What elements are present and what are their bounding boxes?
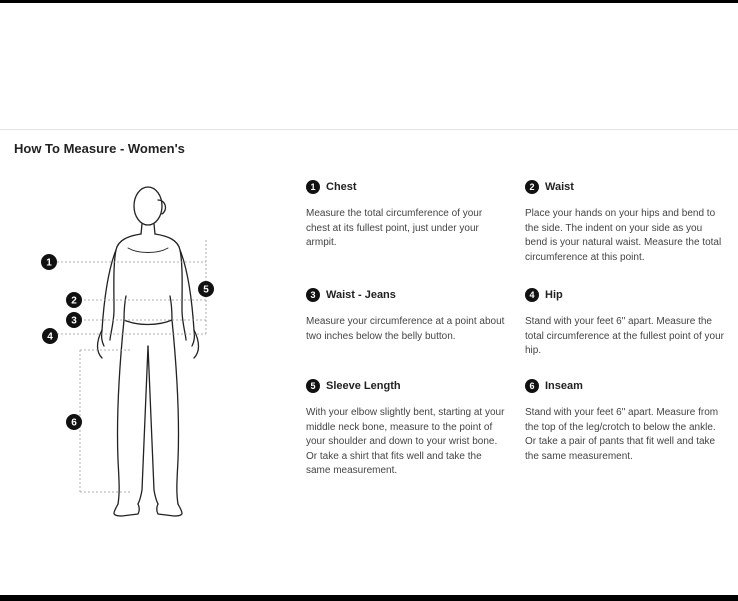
svg-text:4: 4 (47, 331, 53, 343)
measure-description: Measure your circumference at a point about two inches below the belly button. (306, 316, 505, 342)
measure-block-chest (306, 179, 506, 251)
marker-5 (198, 281, 214, 297)
measure-title: Sleeve Length (326, 380, 401, 392)
bottom-border (0, 595, 738, 601)
svg-text:1: 1 (46, 257, 52, 269)
measure-block-waist (525, 179, 725, 265)
measure-block-hip (525, 287, 725, 359)
measure-description: Stand with your feet 6" apart. Measure the total circumference at the fullest point of your hip. (525, 316, 724, 357)
marker-2 (66, 292, 82, 308)
page-title: How To Measure - Women's (14, 141, 185, 156)
measure-block-inseam (525, 378, 725, 464)
measure-block-sleeve-length (306, 378, 506, 479)
measure-title: Waist (545, 181, 574, 193)
measure-description: With your elbow slightly bent, starting at your middle neck bone, measure to the point of your shoulder and down to your wrist bone. Or take a shirt that fits well and take the same measurement. (306, 407, 505, 477)
measure-title: Hip (545, 289, 563, 301)
body-figure-illustration (30, 170, 270, 530)
measure-block-waist-jeans (306, 287, 506, 344)
measure-description: Measure the total circumference of your chest at its fullest point, just under your armpit. (306, 208, 483, 249)
number-badge: 4 (525, 288, 539, 302)
section-divider (0, 129, 738, 130)
marker-1 (41, 254, 57, 270)
number-badge: 1 (306, 180, 320, 194)
svg-text:5: 5 (203, 284, 209, 296)
measure-title: Inseam (545, 380, 583, 392)
marker-6 (66, 414, 82, 430)
measure-title: Waist - Jeans (326, 289, 396, 301)
measure-description: Stand with your feet 6" apart. Measure from the top of the leg/crotch to below the ankle. Or take a pair of pants that fit well and take the same measurement. (525, 407, 719, 462)
svg-text:3: 3 (71, 315, 77, 327)
measure-title: Chest (326, 181, 357, 193)
number-badge: 5 (306, 379, 320, 393)
number-badge: 2 (525, 180, 539, 194)
number-badge: 6 (525, 379, 539, 393)
svg-text:6: 6 (71, 417, 77, 429)
marker-3 (66, 312, 82, 328)
number-badge: 3 (306, 288, 320, 302)
measure-description: Place your hands on your hips and bend to the side. The indent on your side as you bend is your natural waist. Measure the total circumference at this point. (525, 208, 722, 263)
marker-4 (42, 328, 58, 344)
top-border (0, 0, 738, 3)
svg-text:2: 2 (71, 295, 77, 307)
